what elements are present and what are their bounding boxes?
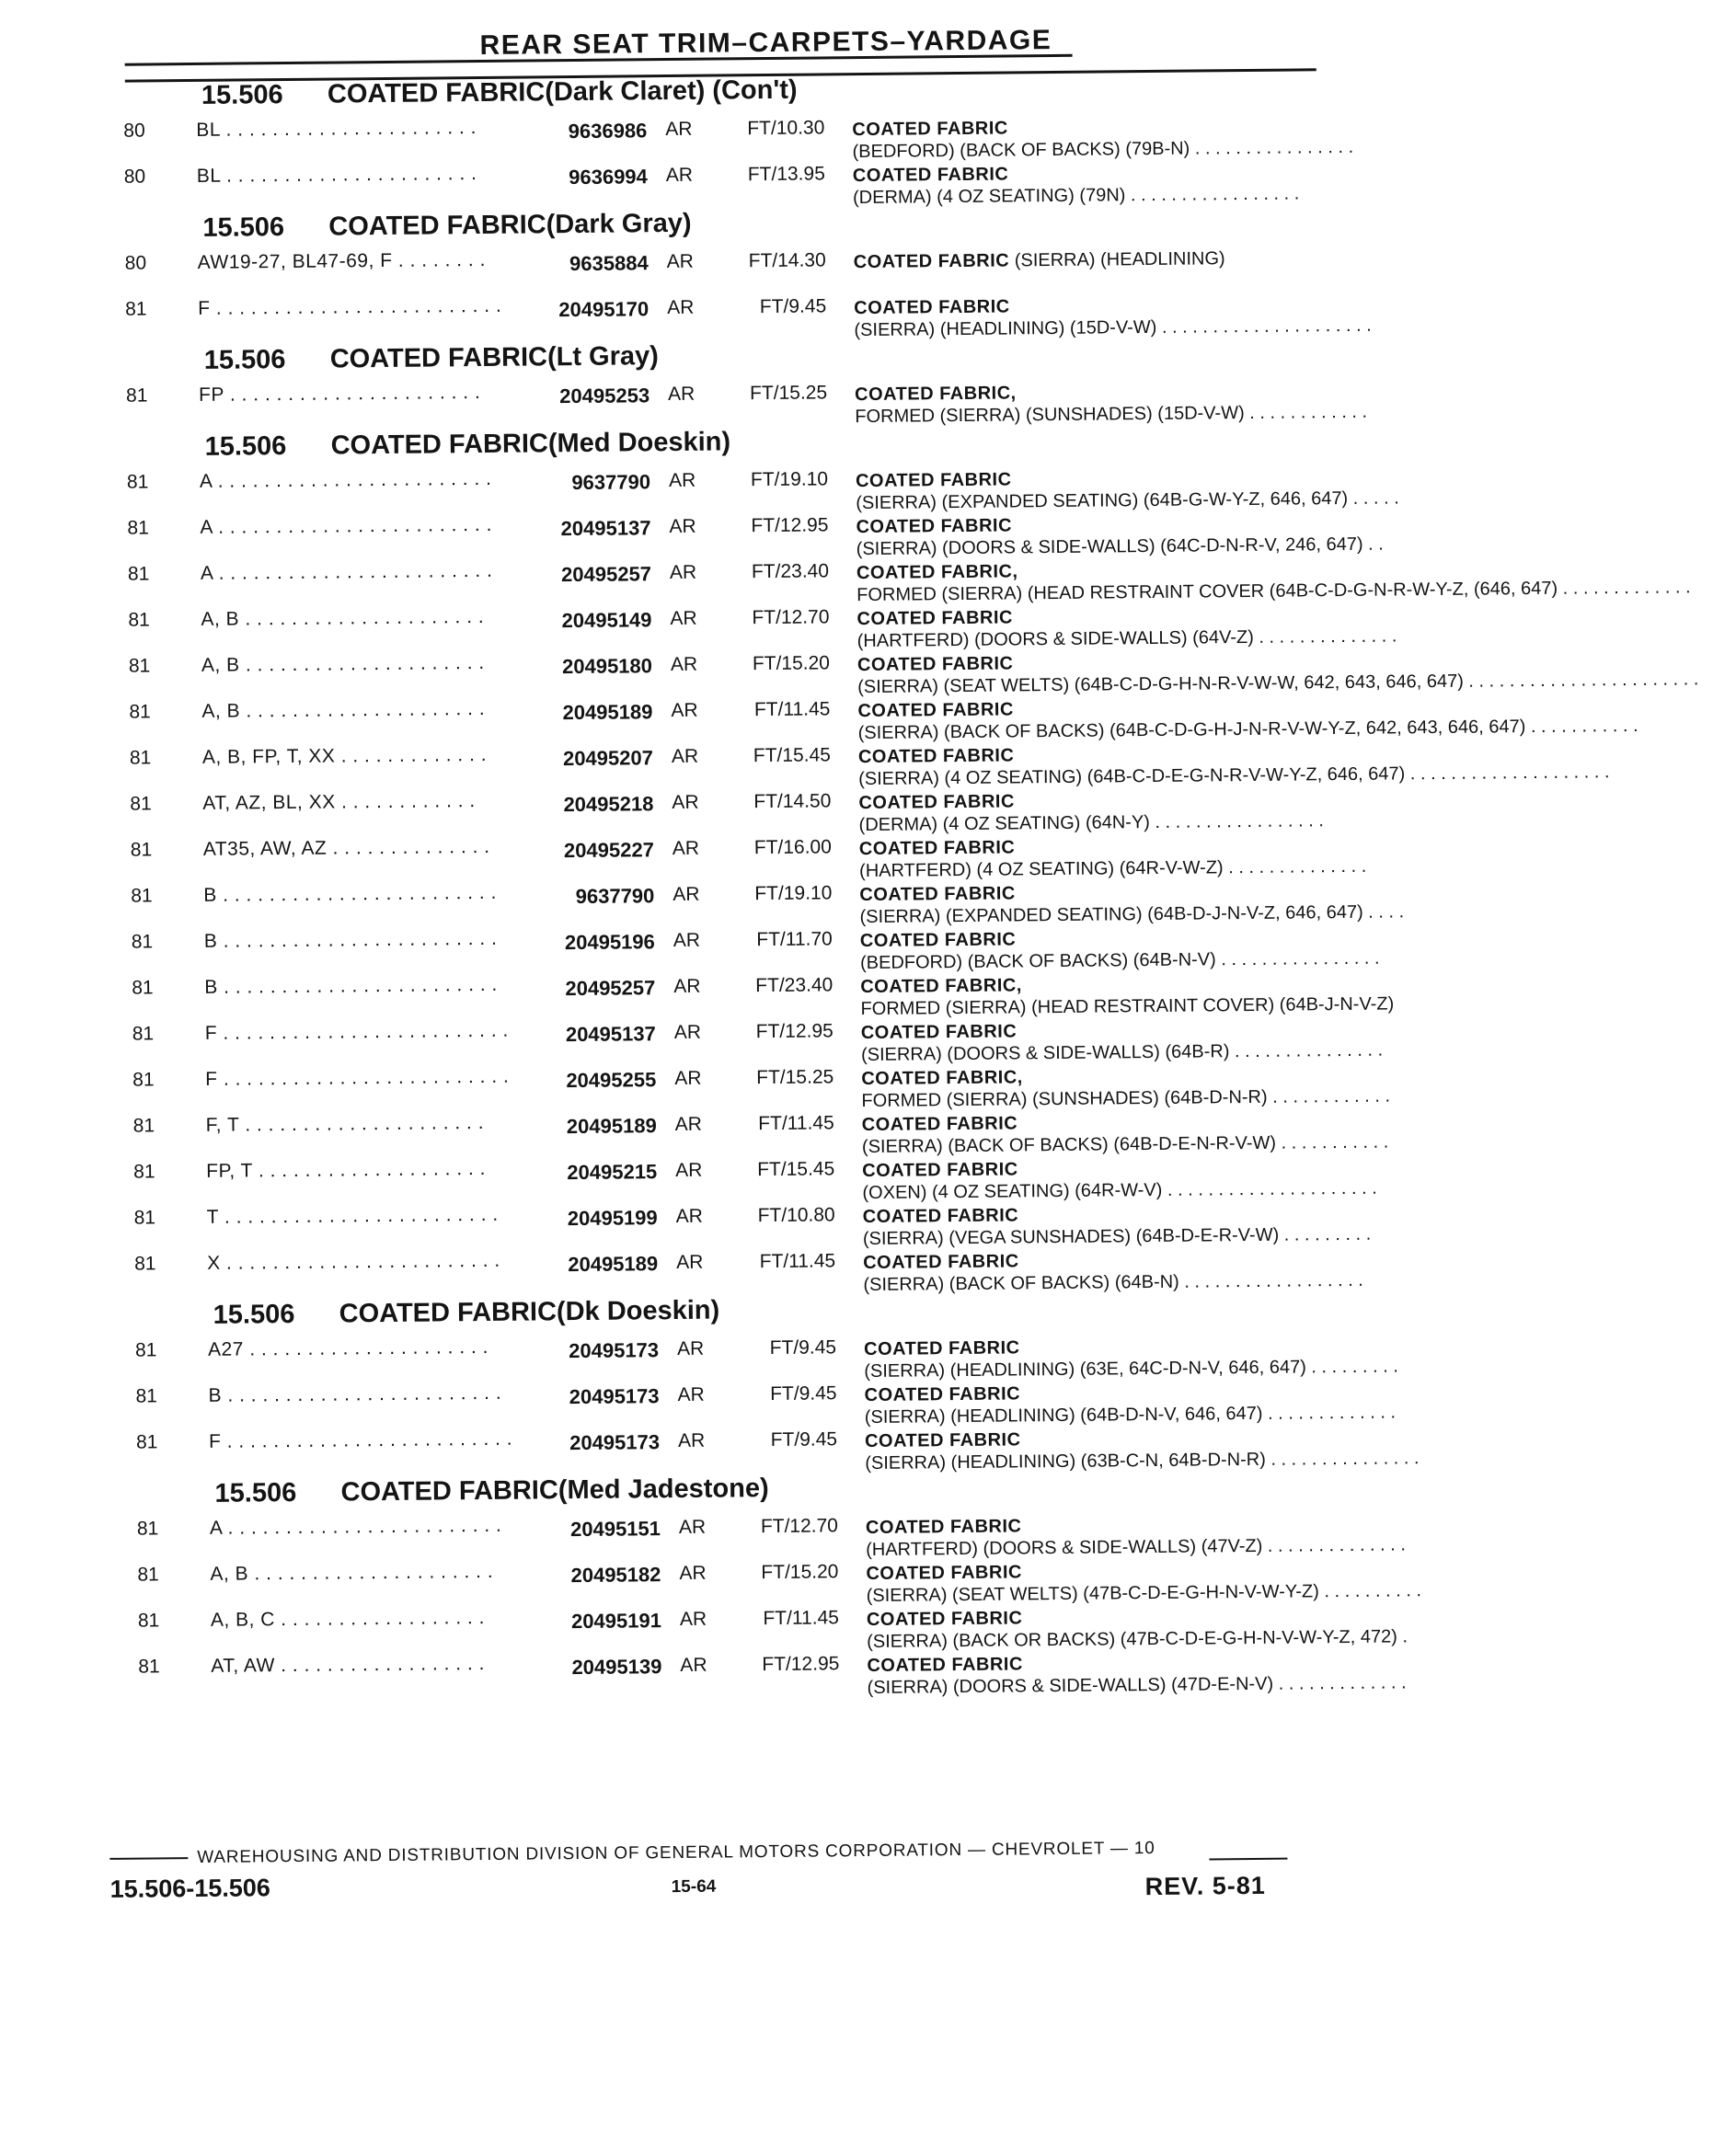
section-name: COATED FABRIC(Med Jadestone) (340, 1474, 769, 1508)
quantity: AR (666, 250, 695, 273)
model-codes: A27 . . . . . . . . . . . . . . . . . . . . . (207, 1336, 489, 1360)
part-number: 20495227 (563, 838, 654, 863)
model-year: 81 (138, 1656, 160, 1678)
model-codes: A, B . . . . . . . . . . . . . . . . . . . . . (210, 1560, 494, 1585)
description-label: COATED FABRIC (859, 929, 1017, 952)
description-label: COATED FABRIC (862, 1159, 1018, 1182)
quantity: AR (671, 699, 698, 722)
description-label: COATED FABRIC (866, 1608, 1023, 1631)
quantity: AR (673, 929, 701, 952)
part-number: 20495218 (563, 792, 654, 817)
model-codes: B . . . . . . . . . . . . . . . . . . . . . . . . (204, 973, 498, 998)
model-codes: A, B . . . . . . . . . . . . . . . . . . . . . (201, 697, 486, 722)
model-codes: A . . . . . . . . . . . . . . . . . . . . . . . . (209, 1514, 502, 1539)
part-number: 20495257 (565, 976, 656, 1001)
quantity: AR (673, 1021, 702, 1044)
unit-price: FT/9.45 (759, 295, 827, 318)
description-detail: (SIERRA) (BACK OR BACKS) (47B-C-D-E-G-H-N-V-W-Y-Z, 472) . (867, 1626, 1408, 1653)
model-year: 81 (133, 1207, 156, 1229)
description-detail: (SIERRA) (HEADLINING) (63B-C-N, 64B-D-N-R) . . . . . . . . . . . . . . . (865, 1448, 1420, 1474)
description-label: COATED FABRIC (856, 607, 1014, 630)
unit-price: FT/11.45 (758, 1112, 834, 1135)
description-label: COATED FABRIC (859, 883, 1016, 906)
description-detail: (SIERRA) (VEGA SUNSHADES) (64B-D-E-R-V-W) . . . . . . . . . (862, 1223, 1372, 1250)
model-year: 81 (137, 1610, 160, 1632)
model-year: 80 (123, 166, 146, 188)
model-year: 81 (130, 793, 152, 815)
part-number: 20495137 (565, 1022, 656, 1047)
description-detail: (SIERRA) (HEADLINING) (1009, 248, 1225, 271)
description-label: COATED FABRIC (854, 296, 1010, 319)
footer-revision: REV. 5-81 (1144, 1871, 1266, 1901)
description-label: COATED FABRIC (852, 164, 1009, 187)
model-year: 81 (129, 747, 152, 769)
unit-price: FT/11.70 (756, 928, 833, 951)
model-codes: FP . . . . . . . . . . . . . . . . . . . . . . (198, 381, 481, 406)
unit-price: FT/23.40 (755, 974, 834, 997)
model-codes: B . . . . . . . . . . . . . . . . . . . . . . . . (203, 927, 498, 952)
model-codes: AT, AW . . . . . . . . . . . . . . . . . . (211, 1653, 486, 1677)
description-label: COATED FABRIC (856, 653, 1014, 676)
description-label: COATED FABRIC (860, 1021, 1017, 1044)
description-detail: FORMED (SIERRA) (SUNSHADES) (64B-D-N-R) . . . . . . . . . . . . (861, 1085, 1391, 1112)
model-year: 81 (132, 977, 154, 999)
part-number: 20495173 (569, 1430, 661, 1455)
model-year: 81 (134, 1253, 156, 1275)
model-codes: A, B . . . . . . . . . . . . . . . . . . . . . (201, 651, 485, 676)
part-number: 20495189 (568, 1252, 659, 1277)
quantity: AR (667, 383, 696, 406)
description-label: COATED FABRIC (867, 1654, 1023, 1677)
section-number: 15.506 (214, 1477, 297, 1508)
unit-price: FT/12.95 (751, 514, 829, 537)
page-title: REAR SEAT TRIM–CARPETS–YARDAGE (479, 25, 1052, 61)
section-name: COATED FABRIC(Dk Doeskin) (339, 1295, 720, 1329)
part-number: 20495253 (559, 384, 650, 408)
model-year: 81 (132, 1069, 155, 1091)
description-detail: FORMED (SIERRA) (SUNSHADES) (15D-V-W) . . . . . . . . . . . . (855, 401, 1368, 428)
model-year: 81 (125, 384, 148, 407)
quantity: AR (669, 561, 697, 584)
quantity: AR (669, 515, 696, 538)
description-detail: (SIERRA) (DOORS & SIDE-WALLS) (47D-E-N-V) . . . . . . . . . . . . . (867, 1672, 1407, 1699)
model-year: 81 (132, 1023, 155, 1045)
quantity: AR (670, 653, 698, 676)
model-codes: F, T . . . . . . . . . . . . . . . . . . . . . (205, 1111, 485, 1136)
model-year: 81 (127, 517, 149, 539)
description-label: COATED FABRIC (863, 1337, 1020, 1360)
unit-price: FT/9.45 (770, 1382, 837, 1405)
part-number: 20495255 (566, 1068, 657, 1093)
part-number: 9636986 (568, 119, 648, 143)
unit-price: FT/15.25 (749, 382, 828, 405)
description-detail: FORMED (SIERRA) (HEAD RESTRAINT COVER (64B-C-D-G-N-R-W-Y-Z, (646, 647) . . . . . . . . . . . . . (856, 577, 1691, 606)
model-codes: BL . . . . . . . . . . . . . . . . . . . . . . (196, 163, 477, 187)
quantity: AR (675, 1159, 703, 1181)
description-detail: (DERMA) (4 OZ SEATING) (64N-Y) . . . . . . . . . . . . . . . . . (858, 810, 1324, 836)
description-detail: (SIERRA) (BACK OF BACKS) (64B-C-D-G-H-J-N-R-V-W-Y-Z, 642, 643, 646, 647) . . . . . . . . . . . (857, 715, 1638, 744)
description-detail: (SIERRA) (DOORS & SIDE-WALLS) (64C-D-N-R-V, 246, 647) . . (856, 533, 1384, 560)
section-name: COATED FABRIC(Lt Gray) (329, 341, 660, 374)
footer-rule-left (109, 1857, 188, 1860)
description-label: COATED FABRIC, (855, 383, 1017, 406)
part-description (867, 1650, 1407, 1699)
model-year: 81 (129, 701, 151, 723)
section-number: 15.506 (202, 212, 285, 243)
section-number: 15.506 (203, 345, 286, 375)
section-number: 15.506 (201, 80, 283, 110)
quantity: AR (670, 607, 697, 630)
description-detail: (SIERRA) (HEADLINING) (63E, 64C-D-N-V, 646, 647) . . . . . . . . . (864, 1356, 1398, 1382)
model-codes: A . . . . . . . . . . . . . . . . . . . . . . . . (199, 467, 492, 492)
model-codes: AT35, AW, AZ . . . . . . . . . . . . . . (202, 835, 490, 860)
model-codes: F . . . . . . . . . . . . . . . . . . . . . . . . . (208, 1428, 513, 1452)
footer-division: WAREHOUSING AND DISTRIBUTION DIVISION OF GENERAL MOTORS CORPORATION — CHEVROLET — 10 (197, 1839, 1155, 1868)
section-name: COATED FABRIC(Dark Claret) (Con't) (327, 75, 798, 109)
model-codes: B . . . . . . . . . . . . . . . . . . . . . . . . (208, 1382, 502, 1406)
model-year: 81 (135, 1431, 158, 1453)
quantity: AR (672, 791, 699, 814)
unit-price: FT/19.10 (754, 882, 833, 905)
model-codes: X . . . . . . . . . . . . . . . . . . . . . . . . (207, 1249, 500, 1274)
unit-price: FT/23.40 (751, 560, 830, 583)
part-number: 9636994 (569, 165, 648, 189)
unit-price: FT/19.10 (750, 468, 829, 491)
description-label: COATED FABRIC (863, 1251, 1019, 1274)
quantity: AR (677, 1429, 706, 1451)
part-number: 20495182 (570, 1563, 661, 1588)
quantity: AR (674, 1113, 703, 1135)
part-description (854, 247, 1314, 273)
part-number: 9637790 (571, 470, 651, 495)
unit-price: FT/12.95 (755, 1020, 834, 1043)
model-codes: F . . . . . . . . . . . . . . . . . . . . . . . . . (205, 1065, 510, 1090)
quantity: AR (665, 118, 693, 141)
unit-price: FT/11.45 (759, 1250, 836, 1273)
parts-listing (1, 61, 1699, 1699)
model-codes: A . . . . . . . . . . . . . . . . . . . . . . . . (200, 513, 492, 538)
part-number: 20495149 (561, 608, 652, 633)
part-number: 20495180 (561, 654, 653, 679)
description-label: COATED FABRIC (858, 791, 1015, 814)
description-detail: (HARTFERD) (4 OZ SEATING) (64R-V-W-Z) . . . . . . . . . . . . . . (858, 855, 1367, 882)
description-label: COATED FABRIC (856, 515, 1013, 538)
description-label: COATED FABRIC, (861, 1067, 1023, 1090)
unit-price: FT/11.45 (763, 1607, 839, 1630)
model-codes: BL . . . . . . . . . . . . . . . . . . . . . . (196, 117, 477, 141)
section-number: 15.506 (213, 1299, 295, 1330)
model-year: 81 (135, 1385, 158, 1407)
unit-price: FT/15.45 (753, 744, 831, 767)
unit-price: FT/15.20 (761, 1561, 839, 1584)
model-year: 81 (125, 298, 147, 320)
description-detail: (SIERRA) (EXPANDED SEATING) (64B-D-J-N-V-Z, 646, 647) . . . . (859, 901, 1405, 928)
model-year: 81 (130, 839, 153, 861)
description-label: COATED FABRIC (857, 745, 1015, 768)
unit-price: FT/15.25 (756, 1066, 834, 1089)
model-year: 81 (134, 1339, 157, 1361)
model-year: 81 (136, 1518, 159, 1540)
unit-price: FT/10.80 (757, 1204, 835, 1227)
description-detail: (HARTFERD) (DOORS & SIDE-WALLS) (64V-Z) . . . . . . . . . . . . . . (856, 625, 1397, 652)
quantity: AR (679, 1608, 707, 1630)
part-number: 20495196 (564, 930, 655, 955)
description-detail: (SIERRA) (BACK OF BACKS) (64B-D-E-N-R-V-W) . . . . . . . . . . . (861, 1131, 1389, 1158)
model-codes: B . . . . . . . . . . . . . . . . . . . . . . . . (203, 881, 497, 906)
part-number: 20495199 (567, 1206, 658, 1231)
part-number: 20495151 (569, 1517, 661, 1542)
description-detail: (SIERRA) (SEAT WELTS) (64B-C-D-G-H-N-R-V-W-W, 642, 643, 646, 647) . . . . . . . . . . . . . . . . . . . . . . . (857, 669, 1699, 698)
description-detail: (OXEN) (4 OZ SEATING) (64R-W-V) . . . . . . . . . . . . . . . . . . . . . (862, 1177, 1377, 1204)
model-codes: AW19-27, BL47-69, F . . . . . . . . (197, 248, 486, 273)
model-year: 81 (131, 885, 153, 907)
part-number: 20495170 (558, 297, 650, 322)
model-year: 81 (128, 655, 151, 677)
model-year: 81 (126, 471, 149, 493)
description-label: COATED FABRIC (857, 699, 1014, 722)
part-number: 20495207 (562, 746, 654, 771)
section-name: COATED FABRIC(Dark Gray) (328, 208, 692, 242)
unit-price: FT/9.45 (769, 1336, 837, 1359)
footer-page-number: 15-64 (671, 1876, 717, 1898)
description-detail: (SIERRA) (DOORS & SIDE-WALLS) (64B-R) . . . . . . . . . . . . . . . (860, 1039, 1384, 1066)
footer-section-range: 15.506-15.506 (109, 1874, 270, 1903)
unit-price: FT/13.95 (747, 163, 825, 186)
model-year: 81 (131, 931, 154, 953)
description-label: COATED FABRIC, (856, 561, 1018, 584)
quantity: AR (680, 1654, 707, 1676)
part-number: 20495139 (571, 1655, 662, 1680)
model-codes: FP, T . . . . . . . . . . . . . . . . . . . . (206, 1157, 487, 1182)
model-codes: A, B . . . . . . . . . . . . . . . . . . . . . (201, 605, 485, 630)
unit-price: FT/15.45 (757, 1158, 835, 1181)
unit-price: FT/9.45 (770, 1428, 838, 1451)
quantity: AR (668, 469, 696, 492)
quantity: AR (673, 975, 701, 998)
model-codes: AT, AZ, BL, XX . . . . . . . . . . . . (202, 790, 476, 814)
part-number: 20495191 (570, 1609, 662, 1634)
quantity: AR (665, 164, 694, 187)
description-detail: (DERMA) (4 OZ SEATING) (79N) . . . . . . . . . . . . . . . . . (852, 183, 1300, 209)
description-label: COATED FABRIC (853, 250, 1010, 273)
description-label: COATED FABRIC (864, 1429, 1021, 1452)
description-detail: (SIERRA) (EXPANDED SEATING) (64B-G-W-Y-Z, 646, 647) . . . . . (856, 487, 1399, 514)
model-codes: F . . . . . . . . . . . . . . . . . . . . . . . . . (198, 294, 502, 319)
description-detail: (SIERRA) (BACK OF BACKS) (64B-N) . . . . . . . . . . . . . . . . . . (863, 1269, 1363, 1296)
description-detail: (SIERRA) (SEAT WELTS) (47B-C-D-E-G-H-N-V-W-Y-Z) . . . . . . . . . . (866, 1580, 1422, 1607)
quantity: AR (675, 1205, 703, 1227)
model-codes: A . . . . . . . . . . . . . . . . . . . . . . . . (200, 559, 493, 584)
description-label: COATED FABRIC, (860, 975, 1022, 998)
model-codes: A, B, FP, T, XX . . . . . . . . . . . . . (201, 743, 488, 768)
part-number: 20495189 (562, 700, 653, 725)
unit-price: FT/12.70 (752, 606, 830, 629)
description-detail: (HARTFERD) (DOORS & SIDE-WALLS) (47V-Z) . . . . . . . . . . . . . . (866, 1534, 1407, 1561)
model-codes: A, B, C . . . . . . . . . . . . . . . . . . (210, 1607, 486, 1631)
description-detail: (SIERRA) (HEADLINING) (15D-V-W) . . . . . . . . . . . . . . . . . . . . . (854, 315, 1372, 341)
unit-price: FT/12.95 (762, 1653, 840, 1676)
model-year: 80 (124, 252, 147, 274)
description-detail: FORMED (SIERRA) (HEAD RESTRAINT COVER) (64B-J-N-V-Z) (860, 993, 1395, 1020)
model-year: 81 (137, 1564, 159, 1586)
model-year: 81 (127, 563, 150, 585)
footer-rule-right (1209, 1858, 1287, 1861)
part-number: 20495215 (567, 1160, 658, 1185)
description-label: COATED FABRIC (866, 1562, 1022, 1585)
quantity: AR (679, 1562, 707, 1584)
quantity: AR (672, 837, 700, 860)
quantity: AR (678, 1516, 707, 1538)
part-number: 20495257 (560, 562, 652, 587)
unit-price: FT/16.00 (753, 836, 832, 859)
unit-price: FT/11.45 (753, 698, 831, 721)
quantity: AR (676, 1337, 705, 1359)
section-name: COATED FABRIC(Med Doeskin) (330, 427, 731, 461)
quantity: AR (677, 1383, 705, 1405)
unit-price: FT/14.30 (748, 249, 826, 272)
unit-price: FT/10.30 (747, 117, 825, 140)
description-detail: (SIERRA) (HEADLINING) (64B-D-N-V, 646, 647) . . . . . . . . . . . . . (864, 1402, 1397, 1428)
model-year: 81 (133, 1161, 155, 1183)
description-detail: (BEDFORD) (BACK OF BACKS) (79B-N) . . . . . . . . . . . . . . . . (852, 136, 1354, 163)
description-label: COATED FABRIC (861, 1113, 1018, 1136)
model-year: 81 (132, 1115, 155, 1137)
part-number: 9637790 (575, 884, 655, 909)
description-label: COATED FABRIC (852, 118, 1008, 141)
description-label: COATED FABRIC (862, 1205, 1019, 1228)
part-number: 20495173 (569, 1384, 660, 1409)
unit-price: FT/14.50 (753, 790, 832, 813)
description-label: COATED FABRIC (858, 837, 1016, 860)
unit-price: FT/12.70 (760, 1515, 839, 1538)
model-year: 80 (123, 120, 145, 142)
model-year: 81 (128, 609, 150, 631)
part-number: 20495173 (569, 1338, 660, 1363)
quantity: AR (674, 1067, 702, 1090)
quantity: AR (671, 745, 699, 768)
model-codes: F . . . . . . . . . . . . . . . . . . . . . . . . . (204, 1019, 509, 1044)
section-number: 15.506 (204, 431, 287, 462)
part-number: 20495189 (566, 1114, 657, 1139)
model-codes: T . . . . . . . . . . . . . . . . . . . . . . . . (206, 1203, 499, 1228)
unit-price: FT/15.20 (752, 652, 831, 675)
description-label: COATED FABRIC (855, 469, 1012, 492)
description-detail: (BEDFORD) (BACK OF BACKS) (64B-N-V) . . . . . . . . . . . . . . . . (859, 947, 1380, 974)
part-number: 9635884 (569, 251, 649, 276)
part-number: 20495137 (560, 516, 651, 541)
quantity: AR (667, 296, 695, 319)
description-detail: (SIERRA) (4 OZ SEATING) (64B-C-D-E-G-N-R-V-W-Y-Z, 646, 647) . . . . . . . . . . . . . . . . . . . . (858, 762, 1610, 790)
quantity: AR (676, 1251, 704, 1273)
description-label: COATED FABRIC (865, 1516, 1022, 1539)
quantity: AR (673, 883, 700, 906)
description-label: COATED FABRIC (864, 1383, 1021, 1406)
